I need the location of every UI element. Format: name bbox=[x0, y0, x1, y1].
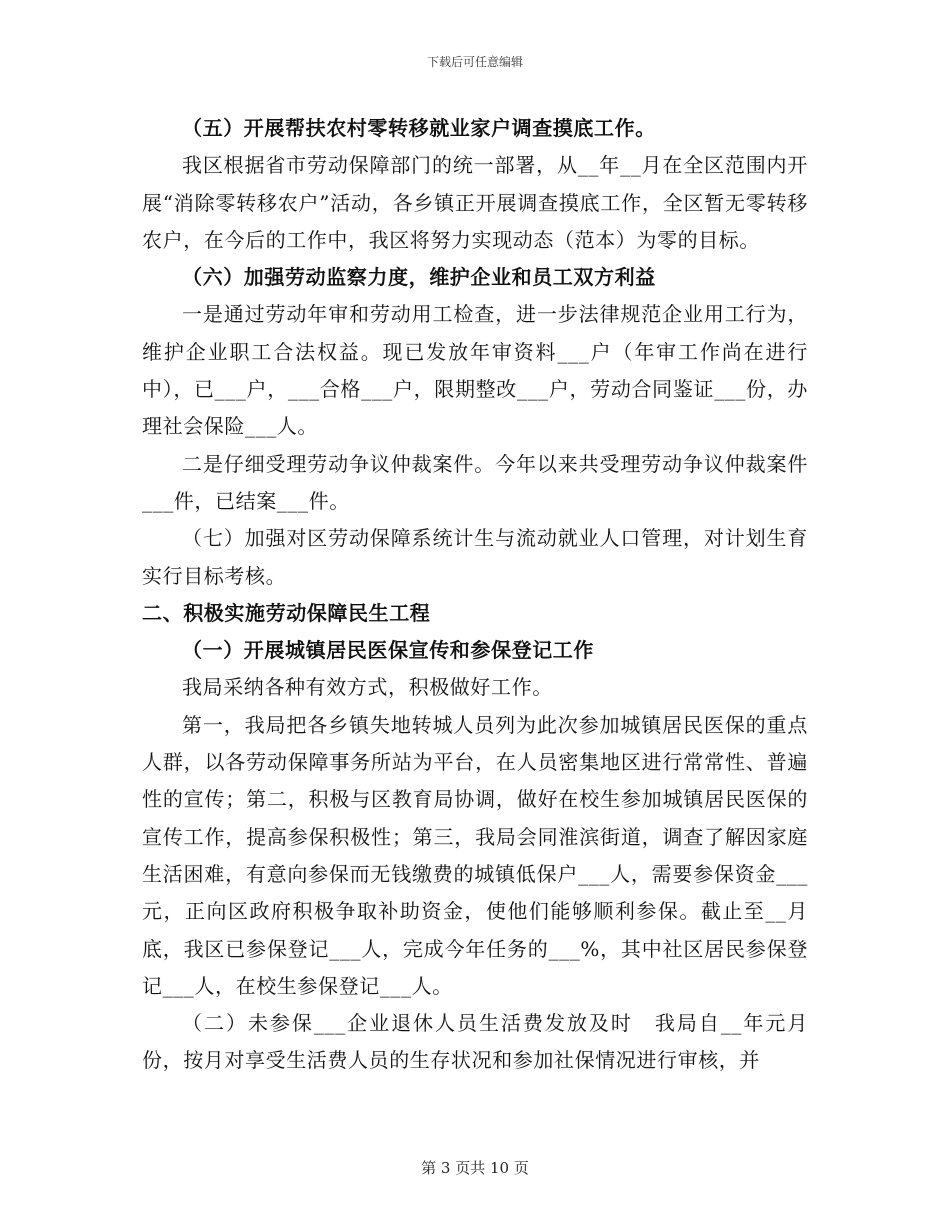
paragraph-arbitration: 二是仔细受理劳动争议仲裁案件。今年以来共受理劳动争议仲裁案件___件，已结案___件。 bbox=[142, 451, 808, 513]
document-body bbox=[142, 110, 808, 1080]
paragraph-zero-transfer: 我区根据省市劳动保障部门的统一部署，从__年__月在全区范围内开展“消除零转移农户”活动，各乡镇正开展调查摸底工作，全区暂无零转移农户，在今后的工作中，我区将努力实现动态（范本）为零的目标。 bbox=[142, 153, 808, 252]
paragraph-family-planning: （七）加强对区劳动保障系统计生与流动就业人口管理，对计划生育实行目标考核。 bbox=[142, 526, 808, 588]
paragraph-retiree-allowance: （二）未参保___企业退休人员生活费发放及时 我局自__年元月份，按月对享受生活费人员的生存状况和参加社保情况进行审核，并 bbox=[142, 1011, 808, 1073]
paragraph-methods: 我局采纳各种有效方式，积极做好工作。 bbox=[182, 675, 553, 700]
paragraph-measures: 第一，我局把各乡镇失地转城人员列为此次参加城镇居民医保的重点人群，以各劳动保障事务所站为平台，在人员密集地区进行常常性、普遍性的宣传；第二，积极与区教育局协调，做好在校生参加城镇居民医保的宣传工作，提高参保积极性；第三，我局会同淮滨街道，调查了解因家庭生活困难，有意向参保而无钱缴费的城镇低保户___人，需要参保资金___元，正向区政府积极争取补助资金，使他们能够顺利参保。截止至__月底，我区已参保登记___人，完成今年任务的___%，其中社区居民参保登记___人，在校生参保登记___人。 bbox=[142, 712, 808, 998]
paragraph-labor-audit: 一是通过劳动年审和劳动用工检查，进一步法律规范企业用工行为，维护企业职工合法权益。现已发放年审资料___户（年审工作尚在进行中），已___户，___合格___户，限期整改___户，劳动合同鉴证___份，办理社会保险___人。 bbox=[142, 302, 808, 439]
page-number: 第 3 页共 10 页 bbox=[421, 1159, 529, 1177]
page-header-note: 下载后可任意编辑 bbox=[426, 55, 523, 69]
section-two-heading: 二、积极实施劳动保障民生工程 bbox=[142, 600, 431, 625]
heading-one-medical-insurance: （一）开展城镇居民医保宣传和参保登记工作 bbox=[182, 638, 594, 663]
heading-five: （五）开展帮扶农村零转移就业家户调查摸底工作。 bbox=[182, 116, 656, 140]
heading-six: （六）加强劳动监察力度，维护企业和员工双方利益 bbox=[182, 265, 656, 290]
